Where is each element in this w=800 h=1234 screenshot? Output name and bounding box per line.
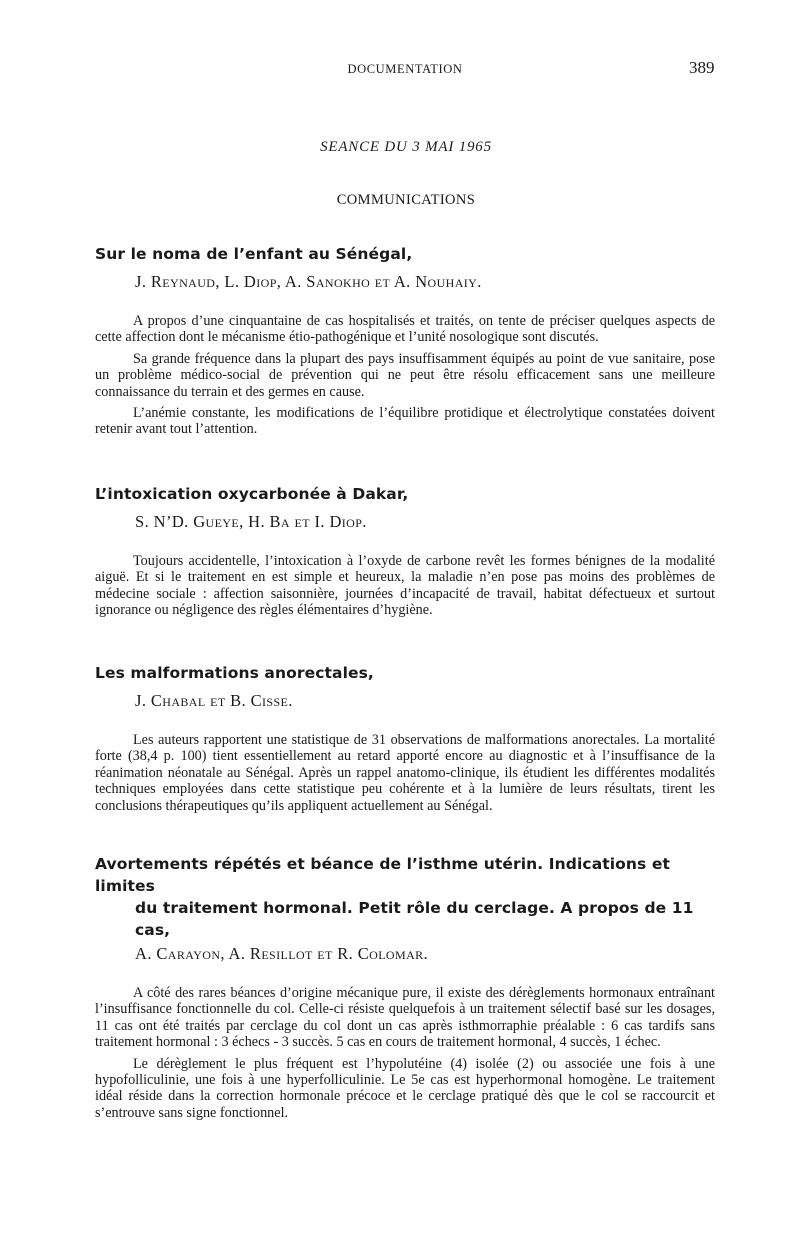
- running-title: DOCUMENTATION: [347, 62, 463, 76]
- article-intoxication: [95, 483, 715, 624]
- paragraph: Les auteurs rapportent une statistique de 31 observations de malformations anorectales. La mortalité forte (38,4 p. 100) tient essentiellement au retard apporté encore au diagnostic et à l’insuffisance de la réanimation néonatale au Sénégal. Après un rappel anatomo-clinique, ils étudient les différentes modalités techniques employées dans cette statistique peu cohérente et à la lumière de leurs résultats, tirent les conclusions thérapeutiques qu’ils appliquent actuellement au Sénégal.: [95, 732, 715, 814]
- article-noma: [95, 243, 715, 443]
- article-authors: S. N’D. Gueye, H. Ba et I. Diop.: [135, 512, 367, 531]
- session-title: SEANCE DU 3 MAI 1965: [320, 139, 492, 155]
- article-title: [95, 483, 715, 505]
- article-avortements: [95, 853, 715, 1126]
- paragraph: Sa grande fréquence dans la plupart des pays insuffisamment équipés au point de vue sanitaire, pose un problème médico-social de prévention qui ne peut être résolu efficacement sans une meilleure connaissance du terrain et des germes en cause.: [95, 350, 715, 400]
- article-body: [95, 985, 715, 1121]
- article-title-text: Les malformations anorectales,: [95, 664, 374, 682]
- paragraph: Le dérèglement le plus fréquent est l’hypolutéine (4) isolée (2) ou associée une fois à une hypofolliculinie, une fois à une hyperfolliculinie. Le 5e cas est hyperhormonal homogène. Le traitement idéal réside dans la correction hormonale précoce et le cerclage pratiqué dès que le col se raccourcit et s’entrouve sans signe fonctionnel.: [95, 1055, 715, 1121]
- article-malformations: [95, 662, 715, 819]
- article-title-continuation: du traitement hormonal. Petit rôle du cerclage. A propos de 11 cas,: [135, 899, 694, 939]
- article-body: [95, 313, 715, 438]
- article-body: [95, 732, 715, 814]
- paragraph: L’anémie constante, les modifications de l’équilibre protidique et électrolytique constatées doivent retenir avant tout l’attention.: [95, 405, 715, 438]
- section-heading: COMMUNICATIONS: [336, 192, 476, 208]
- running-header: [0, 60, 800, 80]
- article-authors: J. Reynaud, L. Diop, A. Sanokho et A. Nouhaiy.: [135, 272, 482, 291]
- article-title-text: Avortements répétés et béance de l’isthme utérin. Indications et limites: [95, 855, 671, 895]
- article-authors: J. Chabal et B. Cisse.: [135, 691, 293, 710]
- paragraph: A propos d’une cinquantaine de cas hospitalisés et traités, on tente de préciser quelques aspects de cette affection dont le mécanisme étio-pathogénique et l’unité nosologique sont discutés.: [95, 313, 715, 346]
- article-title: [95, 662, 715, 684]
- article-authors: A. Carayon, A. Resillot et R. Colomar.: [135, 944, 429, 963]
- article-title: [95, 243, 715, 265]
- article-title: [95, 853, 715, 941]
- paragraph: Toujours accidentelle, l’intoxication à l’oxyde de carbone revêt les formes bénignes de la modalité aiguë. Et si le traitement en est simple et heureux, la maladie n’en pose pas moins des problèmes de médecine sociale : affection saisonnière, journées d’incapacité de travail, habitat défectueux et surtout ignorance ou négligence des règles élémentaires d’hygiène.: [95, 553, 715, 619]
- article-title-text: L’intoxication oxycarbonée à Dakar,: [95, 485, 409, 503]
- paragraph: A côté des rares béances d’origine mécanique pure, il existe des dérèglements hormonaux entraînant l’insuffisance fonctionnelle du col. Celle-ci résiste quelquefois à un traitement sélectif basé sur les dosages, 11 cas ont été traités par cerclage du col dont un cas après isthmorraphie préalable : 6 cas tardifs sans traitement hormonal : 3 échecs - 3 succès. 5 cas en cours de traitement hormonal, 4 succès, 1 échec.: [95, 985, 715, 1051]
- article-title-text: Sur le noma de l’enfant au Sénégal,: [95, 245, 413, 263]
- article-body: [95, 553, 715, 619]
- page-number: 389: [689, 58, 715, 77]
